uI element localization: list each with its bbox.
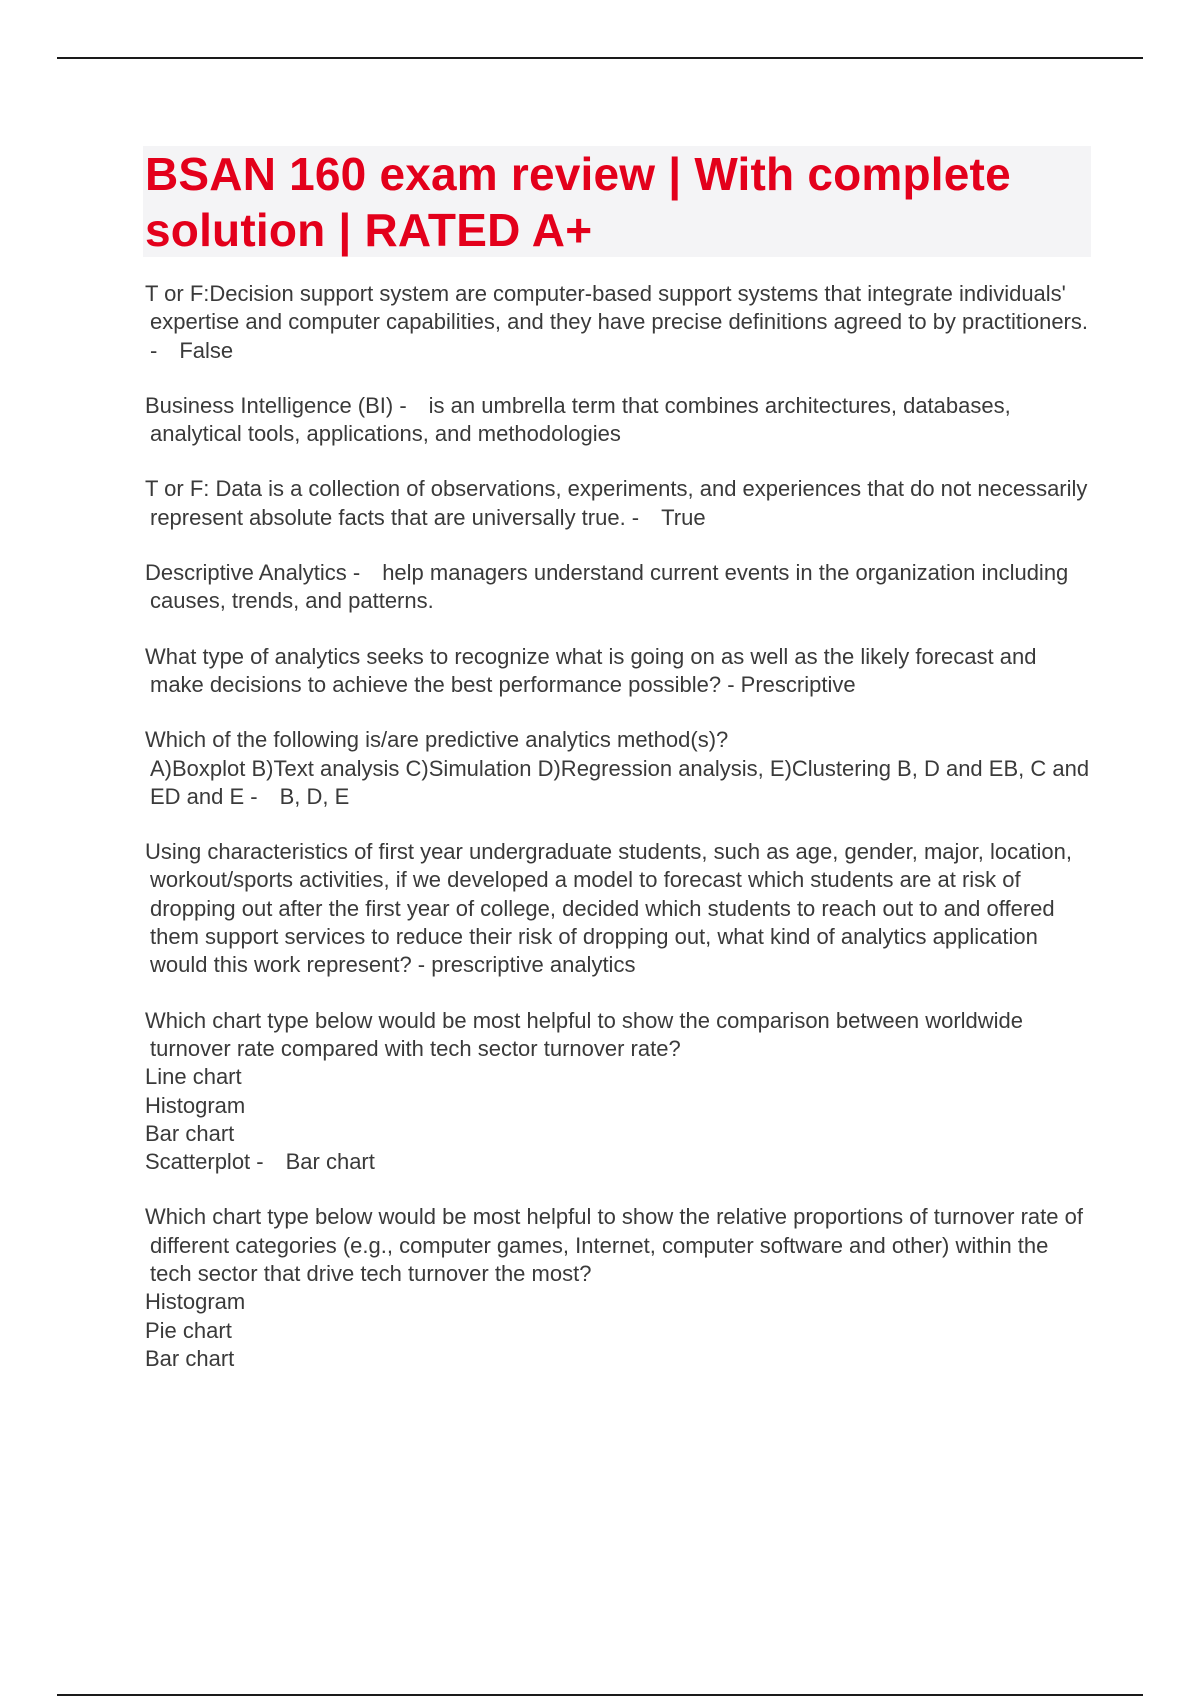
question-text: Which chart type below would be most helpful to show the relative proportions of turnover rate of different categories (e.g., computer games, Internet, computer software and other) within the tech sector that drive tech turnover the most? [145, 1204, 1083, 1287]
qa-item [145, 392, 1090, 449]
option-item: Histogram [145, 1092, 246, 1118]
answer-text: prescriptive analytics [431, 952, 636, 978]
answer-text: Prescriptive [740, 671, 856, 697]
qa-item [145, 726, 1090, 811]
answer-text: True [661, 504, 706, 530]
option-item: Line chart [145, 1064, 242, 1090]
question-text: What type of analytics seeks to recognize what is going on as well as the likely forecast and make decisions to achieve the best performance possible? - [145, 643, 1037, 697]
qa-item [145, 643, 1090, 700]
qa-item [145, 838, 1090, 979]
question-text: Which of the following is/are predictive analytics method(s)? [145, 727, 729, 753]
answer-text: B, D, E [279, 783, 350, 809]
qa-item [145, 559, 1090, 616]
option-item: Bar chart [145, 1345, 235, 1371]
question-text: Which chart type below would be most helpful to show the comparison between worldwide turnover rate compared with tech sector turnover rate? [145, 1007, 1024, 1061]
question-text: Business Intelligence (BI) - [145, 392, 407, 418]
question-text: Using characteristics of first year undergraduate students, such as age, gender, major, location, workout/sports activities, if we developed a model to forecast which students are at risk of dropping out after the first year of college, decided which students to reach out to and offered them support services to reduce their risk of dropping out, what kind of analytics application would this work represent? - [145, 839, 1072, 978]
question-text: Descriptive Analytics - [145, 560, 361, 586]
answer-text: False [179, 337, 234, 363]
option-item: Pie chart [145, 1317, 232, 1343]
qa-list [145, 280, 1090, 1400]
option-item: Bar chart [145, 1120, 235, 1146]
answer-text: Bar chart [285, 1149, 375, 1175]
question-text: T or F:Decision support system are computer-based support systems that integrate individuals' expertise and computer capabilities, and they have precise definitions agreed to by practitioners. - [145, 281, 1088, 363]
option-item: Scatterplot - [145, 1149, 264, 1175]
title-banner [143, 146, 1091, 257]
qa-item [145, 280, 1090, 365]
answer-text: help managers understand current events in the organization including causes, trends, and patterns. [150, 560, 1069, 614]
question-text: T or F: Data is a collection of observations, experiments, and experiences that do not necessarily represent absolute facts that are universally true. - [145, 476, 1088, 530]
question-options-text: A)Boxplot B)Text analysis C)Simulation D)Regression analysis, E)Clustering B, D and EB, C and ED and E - [150, 755, 1090, 809]
option-item: Histogram [145, 1289, 246, 1315]
header-rule [57, 57, 1143, 59]
qa-item [145, 1203, 1090, 1373]
footer-rule [57, 1694, 1143, 1696]
qa-item [145, 475, 1090, 532]
qa-item [145, 1007, 1090, 1177]
answer-text: is an umbrella term that combines architectures, databases, analytical tools, applications, and methodologies [150, 392, 1011, 447]
document-title: BSAN 160 exam review | With complete solution | RATED A+ [145, 148, 1011, 256]
